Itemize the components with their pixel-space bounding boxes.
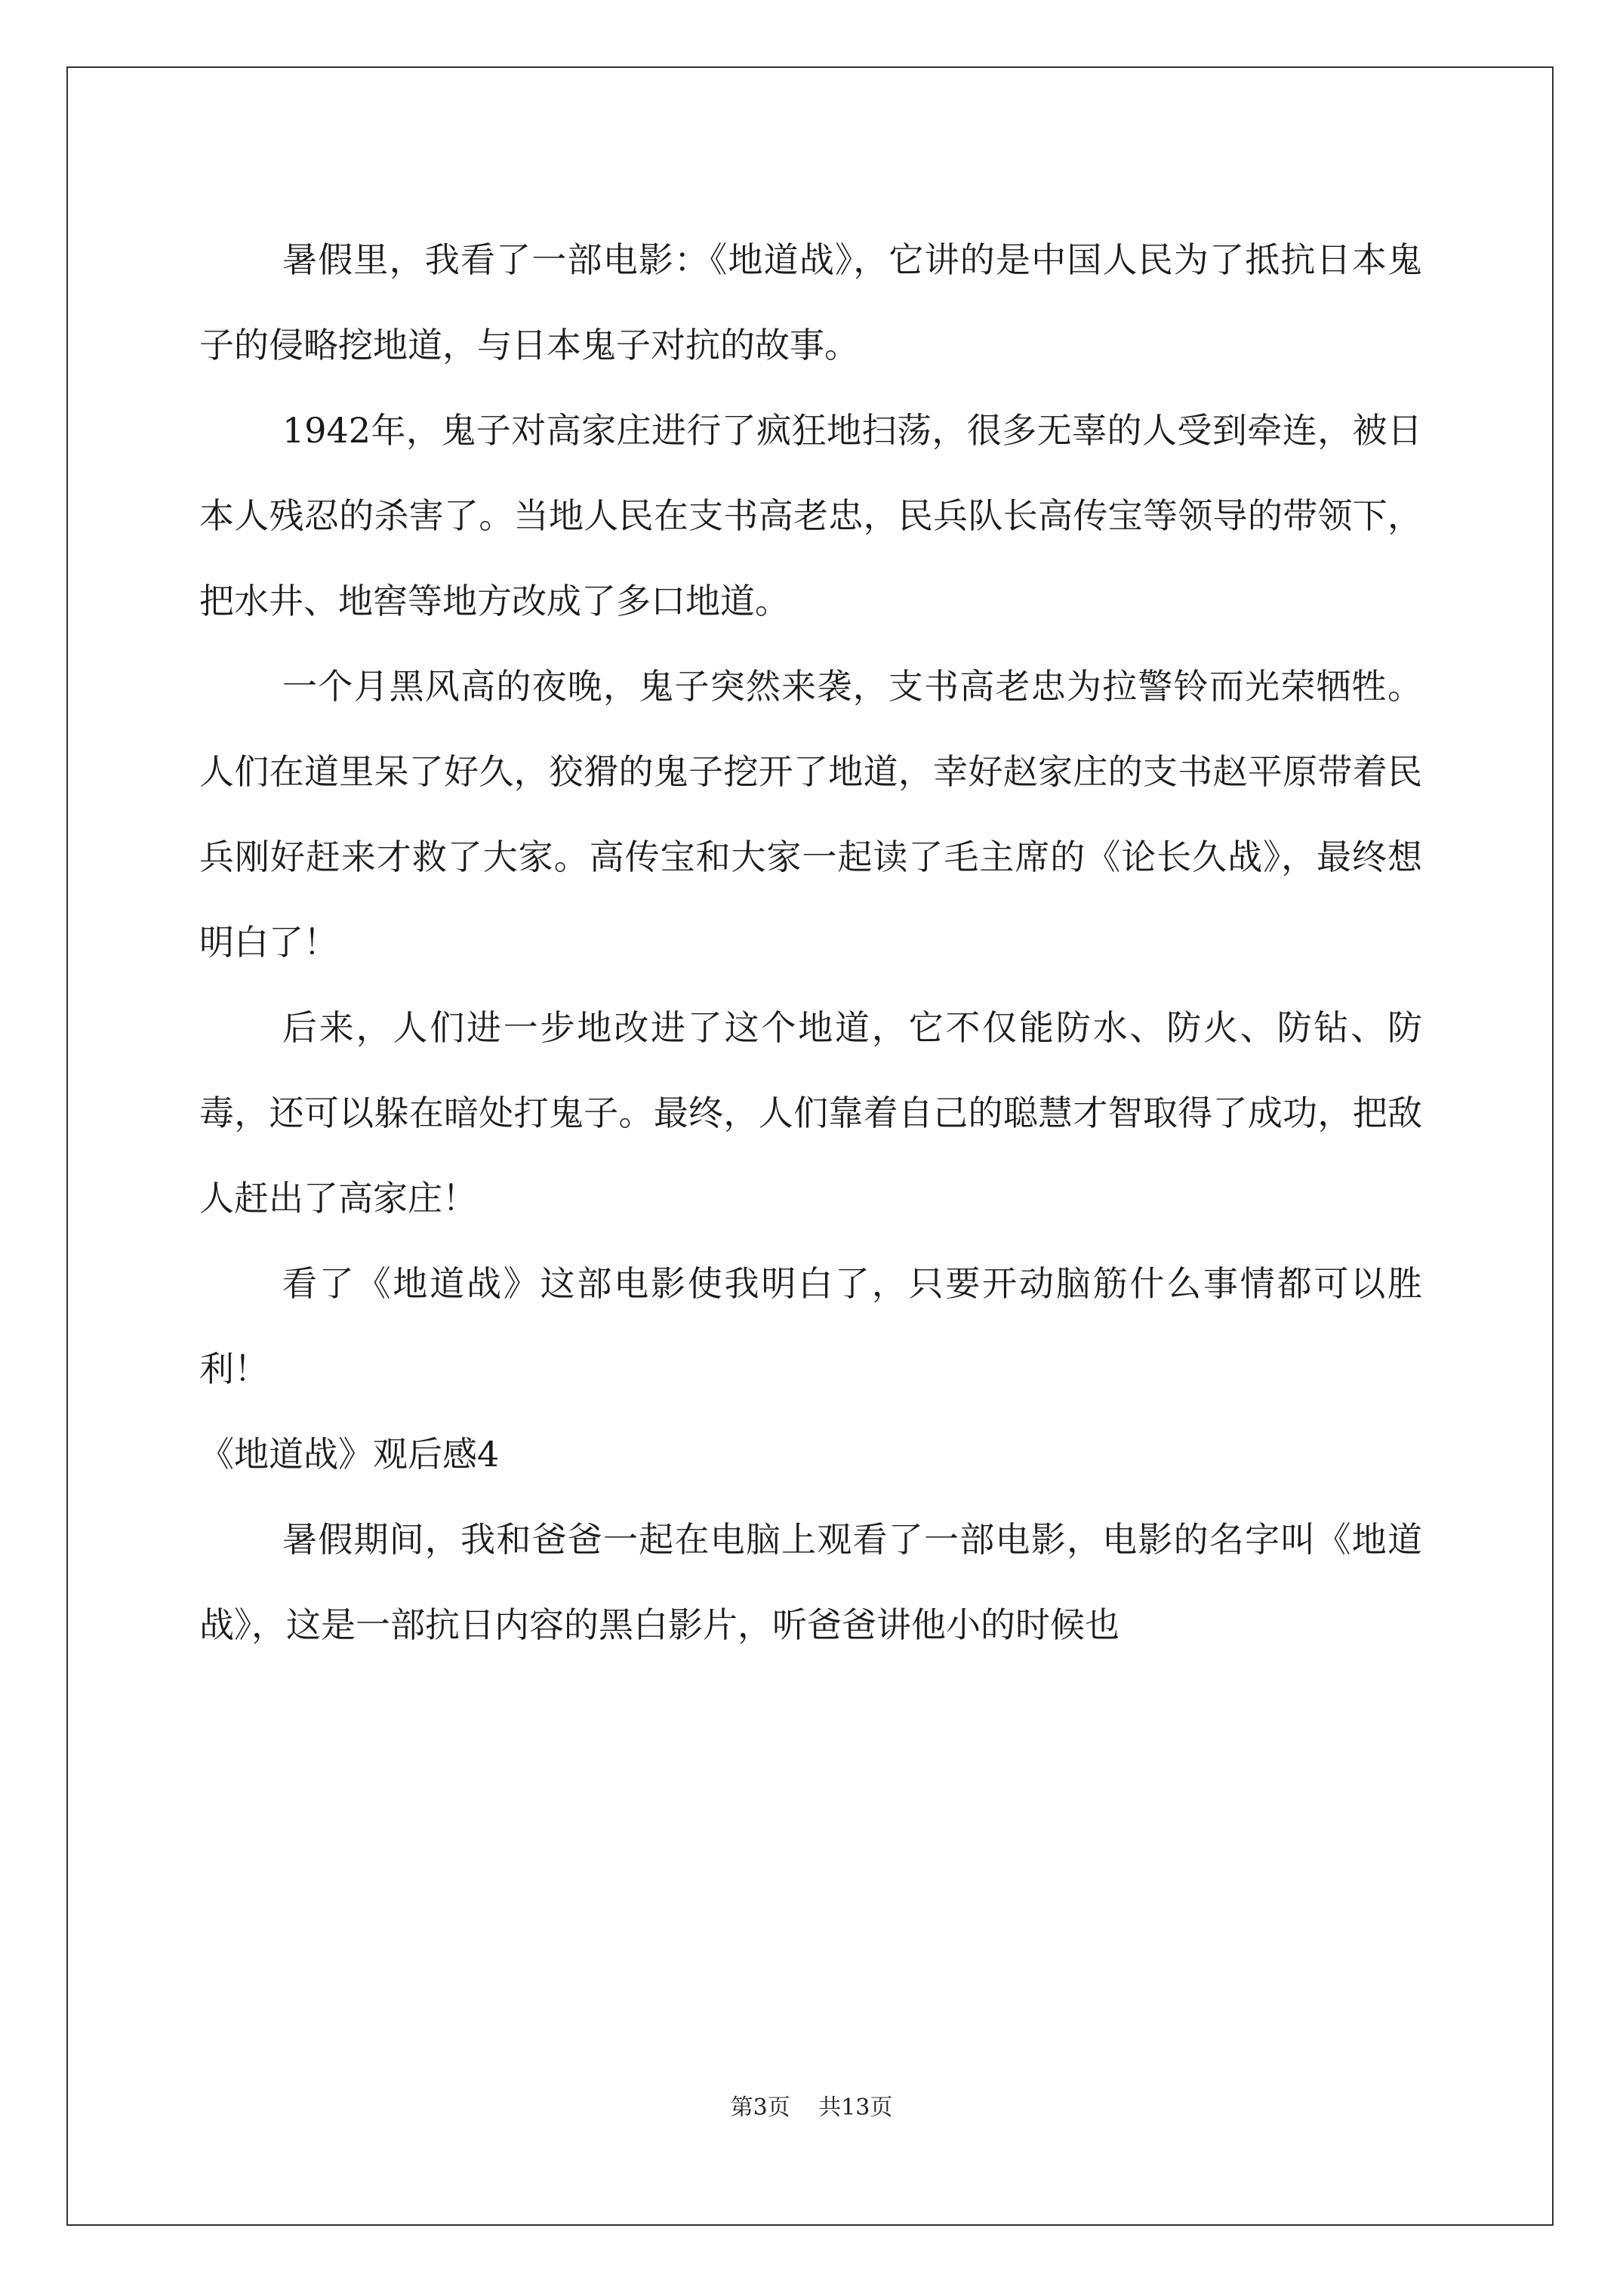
paragraph-4: 后来，人们进一步地改进了这个地道，它不仅能防水、防火、防钻、防毒，还可以躲在暗处打鬼子。最终，人们靠着自己的聪慧才智取得了成功，把敌人赶出了高家庄！: [199, 1007, 1422, 1219]
page-number: 第3页: [730, 2094, 790, 2121]
paragraph-2: 1942年，鬼子对高家庄进行了疯狂地扫荡，很多无辜的人受到牵连，被日本人残忍的杀害了。当地人民在支书高老忠，民兵队长高传宝等领导的带领下，把水井、地窖等地方改成了多口地道。: [199, 410, 1422, 621]
paragraph-3: 一个月黑风高的夜晚，鬼子突然来袭，支书高老忠为拉警铃而光荣牺牲。人们在道里呆了好久，狡猾的鬼子挖开了地道，幸好赵家庄的支书赵平原带着民兵刚好赶来才救了大家。高传宝和大家一起读了毛主席的《论长久战》，最终想明白了！: [199, 666, 1422, 963]
paragraph-6: 暑假期间，我和爸爸一起在电脑上观看了一部电影，电影的名字叫《地道战》，这是一部抗日内容的黑白影片，听爸爸讲他小的时候也: [199, 1519, 1422, 1645]
paragraph-5: 看了《地道战》这部电影使我明白了，只要开动脑筋什么事情都可以胜利！: [199, 1263, 1422, 1389]
paragraph-1: 暑假里，我看了一部电影：《地道战》，它讲的是中国人民为了抵抗日本鬼子的侵略挖地道，与日本鬼子对抗的故事。: [199, 239, 1422, 365]
page-footer: [0, 2093, 1623, 2123]
section-heading: 《地道战》观后感4: [199, 1434, 500, 1475]
page-total: 共13页: [818, 2094, 893, 2121]
document-body: [199, 217, 1422, 1668]
